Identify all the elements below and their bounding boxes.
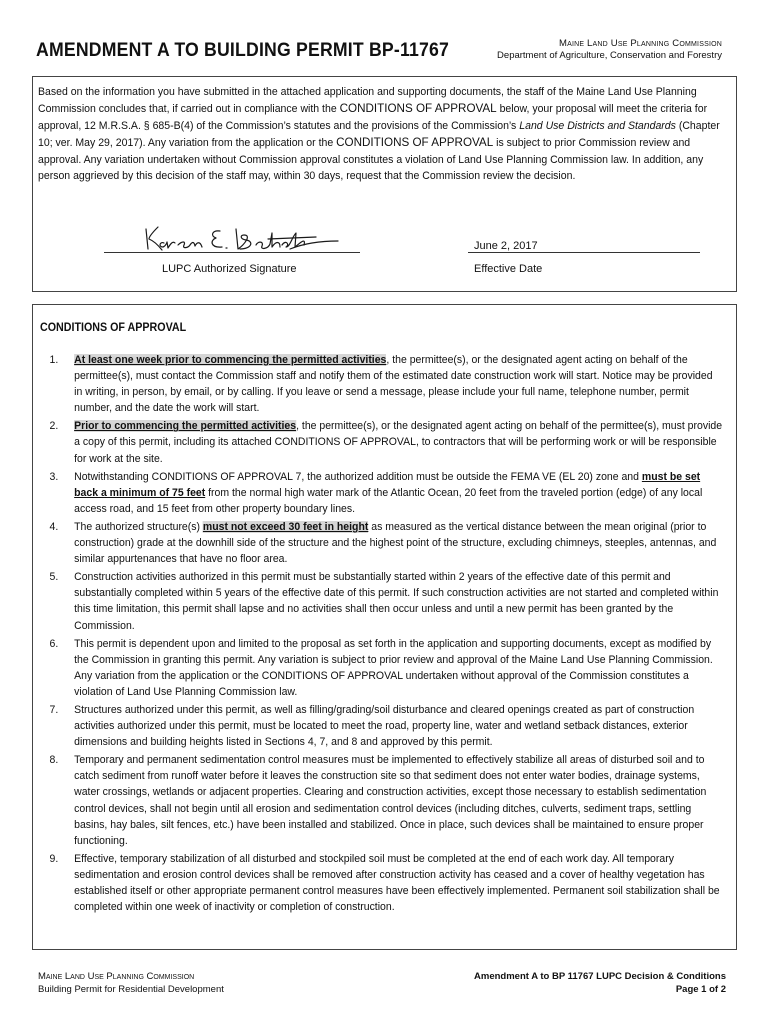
condition-text: The authorized structure(s) <box>74 520 203 533</box>
condition-number: 3. <box>49 470 59 483</box>
condition-text: Temporary and permanent sedimentation control measures must be implemented to effectively stabilize all areas of disturbed soil and to catch sediment from runoff water before it leaves the construction site so that sediment does not enter water bodies, drainage systems, water crossings, wetlands or adjacent properties. Clearing and construction activities, except those necessary to establish sedimentation control devices, shall not begin until all erosion and sedimentation control devices (including ditches, culverts, sediment traps, settling basins, hay bales, silt fences, etc.) have been installed and stabilized. Once in place, such devices shall be maintained to ensure proper functioning. <box>74 754 707 847</box>
condition-number: 7. <box>49 703 59 716</box>
condition-text: from the normal high water mark of the Atlantic Ocean, 20 feet from the traveled portion (edge) of any local access road, and 15 feet from other property boundary lines. <box>74 486 703 515</box>
condition-text: Notwithstanding CONDITIONS OF APPROVAL 7, the authorized addition must be outside the FEMA VE (EL 20) zone and <box>74 470 642 483</box>
document-title: AMENDMENT A TO BUILDING PERMIT BP-11767 <box>36 40 450 61</box>
condition-item <box>42 569 722 633</box>
agency-block <box>497 38 722 62</box>
condition-number: 4. <box>49 520 59 533</box>
footer-left <box>38 970 224 996</box>
signature-line <box>104 252 360 253</box>
condition-highlight: must be set back a minimum of 75 feet <box>74 470 701 499</box>
condition-number: 5. <box>49 571 59 584</box>
condition-number: 6. <box>49 637 59 650</box>
conditions-list <box>42 352 722 917</box>
condition-number: 9. <box>49 852 59 865</box>
condition-item <box>42 851 722 915</box>
agency-name: Maine Land Use Planning Commission <box>558 38 722 49</box>
condition-text: Construction activities authorized in this permit must be substantially started within 2 years of the effective date of this permit and substantially completed within 5 years of the effective date of this permit. If such construction activities are not started and completed within this time limitation, this permit shall lapse and no activities shall then occur unless and until a new permit has been granted by the Commission. <box>74 571 719 632</box>
condition-number: 8. <box>49 754 59 767</box>
condition-text: Effective, temporary stabilization of all disturbed and stockpiled soil must be completed at the end of each work day. All temporary sedimentation and erosion control devices shall be removed after construction activity has ceased and a cover of healthy vegetation has established itself or other appropriate permanent control measures have been effectively implemented. Permanent soil stabilization shall be completed within one week of inactivity or completion of construction. <box>74 852 720 914</box>
condition-text: , the permittee(s), or the designated agent acting on behalf of the permittee(s), must contact the Commission staff and notify them of the estimated date construction work will start. Notice may be provided in writing, in person, by email, or by calling. If you leave or send a message, please include your full name, telephone number, permit number, and the date the work will start. <box>74 354 713 415</box>
effective-date-caption: Effective Date <box>474 263 543 275</box>
condition-number: 2. <box>49 420 59 433</box>
condition-highlight: At least one week prior to commencing the permitted activities <box>74 354 387 366</box>
footer-right <box>474 970 726 996</box>
approval-statement <box>38 84 728 184</box>
condition-item <box>42 469 722 517</box>
condition-item <box>42 352 722 416</box>
condition-item <box>42 519 722 567</box>
statement-caps: CONDITIONS OF APPROVAL <box>339 101 497 116</box>
condition-number: 1. <box>49 354 59 366</box>
condition-item <box>42 636 722 700</box>
condition-highlight: Prior to commencing the permitted activities <box>74 420 297 433</box>
condition-text: This permit is dependent upon and limited to the proposal as set forth in the application and supporting documents, except as modified by the Commission in granting this permit. Any variation is subject to prior review and approval of the Maine Land Use Planning Commission. Any variation from the application or the CONDITIONS OF APPROVAL undertaken without approval of the Commission constitutes a violation of Land Use Planning Commission law. <box>74 637 713 698</box>
condition-text: Structures authorized under this permit, as well as filling/grading/soil disturbance and cleared openings created as part of construction activities authorized under this permit, must be located to meet the road, property line, water and wetland setback distances, exterior dimensions and building heights listed in Sections 4, 7, and 8 and approved by this permit. <box>74 703 695 749</box>
conditions-title: CONDITIONS OF APPROVAL <box>40 322 187 334</box>
condition-text: as measured as the vertical distance between the mean original (prior to construction) grade at the downhill side of the structure and the highest point of the structure, excluding chimneys, steeples, antennas, and similar appurtenances that have no floor area. <box>74 520 717 566</box>
footer-document-title: Amendment A to BP 11767 LUPC Decision & Conditions <box>474 971 726 982</box>
condition-highlight: must not exceed 30 feet in height <box>202 520 369 533</box>
statement-text: is subject to prior Commission review and approval. Any variation undertaken without Commission approval constitutes a violation of Land Use Planning Commission law. In addition, any person aggrieved by this decision of the staff may, within 30 days, request that the Commission review the decision. <box>38 137 704 183</box>
statement-text: (Chapter 10; ver. May 29, 2017). Any variation from the application or the <box>38 119 720 150</box>
statement-italic: Land Use Districts and Standards <box>519 119 676 132</box>
statement-text: below, your proposal will meet the criteria for approval, 12 M.R.S.A. § 685-B(4) of the Commission’s statutes and the provisions of the Commission’s <box>38 103 708 132</box>
condition-text: , the permittee(s), or the designated agent acting on behalf of the permittee(s), must provide a copy of this permit, including its attached CONDITIONS OF APPROVAL, to contractors that will be performing work or will be responsible for work at the site. <box>74 420 723 465</box>
effective-date: June 2, 2017 <box>474 240 538 252</box>
footer-permit-type: Building Permit for Residential Development <box>38 984 224 995</box>
condition-item <box>42 752 722 849</box>
date-line <box>468 252 700 253</box>
statement-text: Based on the information you have submitted in the attached application and supporting documents, the staff of the Maine Land Use Planning Commission concludes that, if carried out in compliance with the <box>38 86 697 116</box>
condition-item <box>42 702 722 750</box>
footer-agency: Maine Land Use Planning Commission <box>38 971 195 982</box>
statement-caps: CONDITIONS OF APPROVAL <box>336 135 494 150</box>
department-name: Department of Agriculture, Conservation and Forestry <box>497 50 722 61</box>
page-number: Page 1 of 2 <box>675 984 726 995</box>
signature-caption: LUPC Authorized Signature <box>162 263 297 275</box>
condition-item <box>42 418 722 466</box>
